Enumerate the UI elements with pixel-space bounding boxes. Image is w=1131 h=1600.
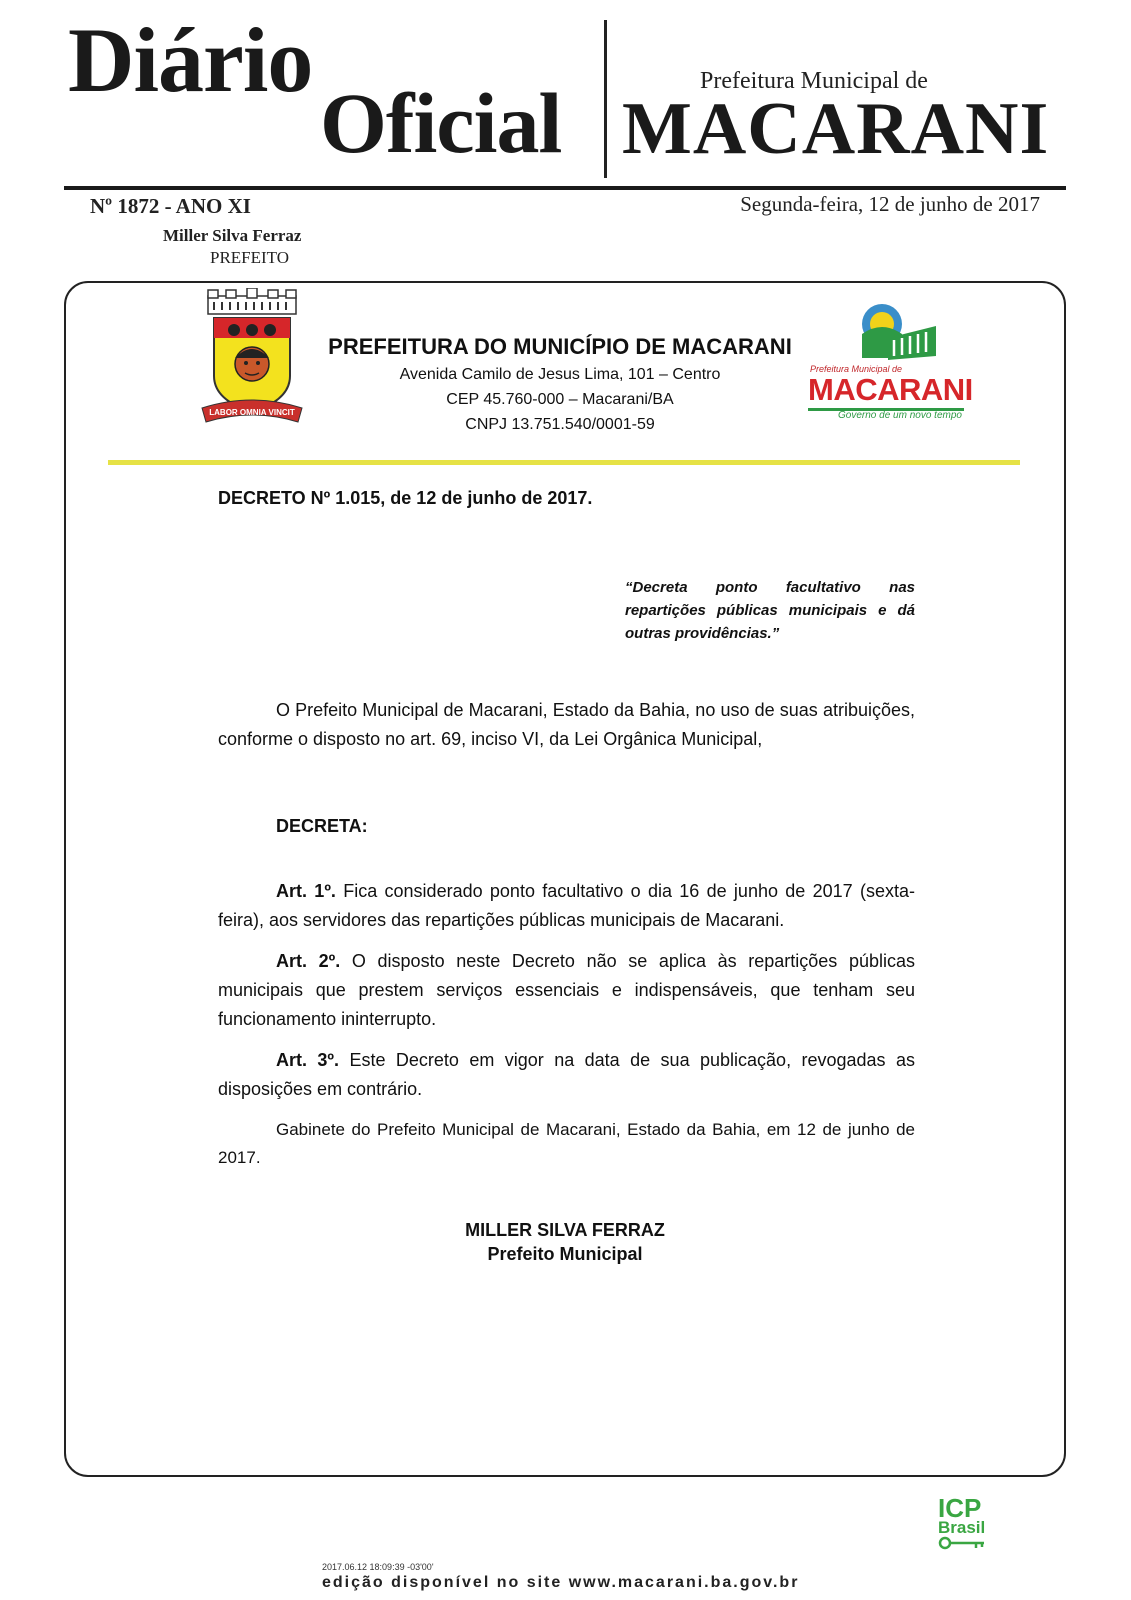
decree-preamble: O Prefeito Municipal de Macarani, Estado da Bahia, no uso de suas atribuições, conforme o disposto no art. 69, inciso VI, da Lei Orgânica Municipal, bbox=[218, 700, 915, 749]
decree-ementa: “Decreta ponto facultativo nas repartições públicas municipais e dá outras providências.” bbox=[625, 579, 915, 642]
logo-prefix: Prefeitura Municipal de bbox=[810, 364, 903, 374]
signature-timestamp: 2017.06.12 18:09:39 -03'00' bbox=[322, 1562, 434, 1572]
publication-date: Segunda-feira, 12 de junho de 2017 bbox=[740, 192, 1040, 216]
org-address: Avenida Camilo de Jesus Lima, 101 – Centro bbox=[399, 366, 721, 383]
article-3-label: Art. 3º. bbox=[276, 1050, 340, 1070]
sun-hills-icon bbox=[858, 298, 938, 368]
article-1 bbox=[218, 877, 915, 935]
decreta-label: DECRETA: bbox=[276, 816, 368, 836]
article-3-text: Este Decreto em vigor na data de sua publicação, revogadas as disposições em contrário. bbox=[218, 1050, 915, 1099]
signature-name: MILLER SILVA FERRAZ bbox=[465, 1220, 665, 1240]
masthead-rule bbox=[64, 186, 1066, 190]
article-1-text: Fica considerado ponto facultativo o dia 16 de junho de 2017 (sexta-feira), aos servidores das repartições públicas municipais de Macarani. bbox=[218, 881, 915, 930]
icp-seal-line2: Brasil bbox=[938, 1518, 986, 1537]
icp-seal-line1: ICP bbox=[938, 1493, 982, 1523]
article-3 bbox=[218, 1046, 915, 1104]
masthead-title-oficial: Oficial bbox=[320, 75, 562, 171]
masthead-municipality-prefix: Prefeitura Municipal de bbox=[700, 68, 928, 94]
logo-name: MACARANI bbox=[808, 372, 973, 407]
mayor-name: Miller Silva Ferraz bbox=[163, 226, 302, 245]
article-2-text: O disposto neste Decreto não se aplica às repartições públicas municipais que prestem serviços essenciais e indispensáveis, que tenham seu funcionamento ininterrupto. bbox=[218, 951, 915, 1029]
org-cnpj: CNPJ 13.751.540/0001-59 bbox=[465, 416, 655, 433]
icp-brasil-seal bbox=[938, 1493, 998, 1555]
masthead-municipality: MACARANI bbox=[622, 88, 1050, 170]
masthead-title-diario: Diário bbox=[68, 9, 313, 111]
crest-motto: LABOR OMNIA VINCIT bbox=[209, 408, 295, 417]
footer-site: edição disponível no site www.macarani.ba.gov.br bbox=[322, 1574, 800, 1591]
org-name: PREFEITURA DO MUNICÍPIO DE MACARANI bbox=[328, 334, 792, 359]
masthead-divider bbox=[604, 20, 607, 178]
mayor-title: PREFEITO bbox=[210, 248, 290, 267]
decree-heading: DECRETO Nº 1.015, de 12 de junho de 2017. bbox=[218, 488, 593, 508]
article-2 bbox=[218, 947, 915, 1034]
letterhead-rule bbox=[108, 460, 1020, 465]
logo-slogan: Governo de um novo tempo bbox=[838, 410, 962, 421]
coat-of-arms-icon bbox=[200, 288, 304, 430]
article-1-label: Art. 1º. bbox=[276, 881, 336, 901]
org-cep: CEP 45.760-000 – Macarani/BA bbox=[446, 391, 674, 408]
decree-closing: Gabinete do Prefeito Municipal de Macarani, Estado da Bahia, em 12 de junho de 2017. bbox=[218, 1120, 915, 1167]
edition-number: Nº 1872 - ANO XI bbox=[90, 194, 251, 218]
article-2-label: Art. 2º. bbox=[276, 951, 341, 971]
signature-role: Prefeito Municipal bbox=[487, 1244, 643, 1264]
key-icon bbox=[938, 1536, 988, 1550]
government-logo bbox=[800, 298, 982, 430]
